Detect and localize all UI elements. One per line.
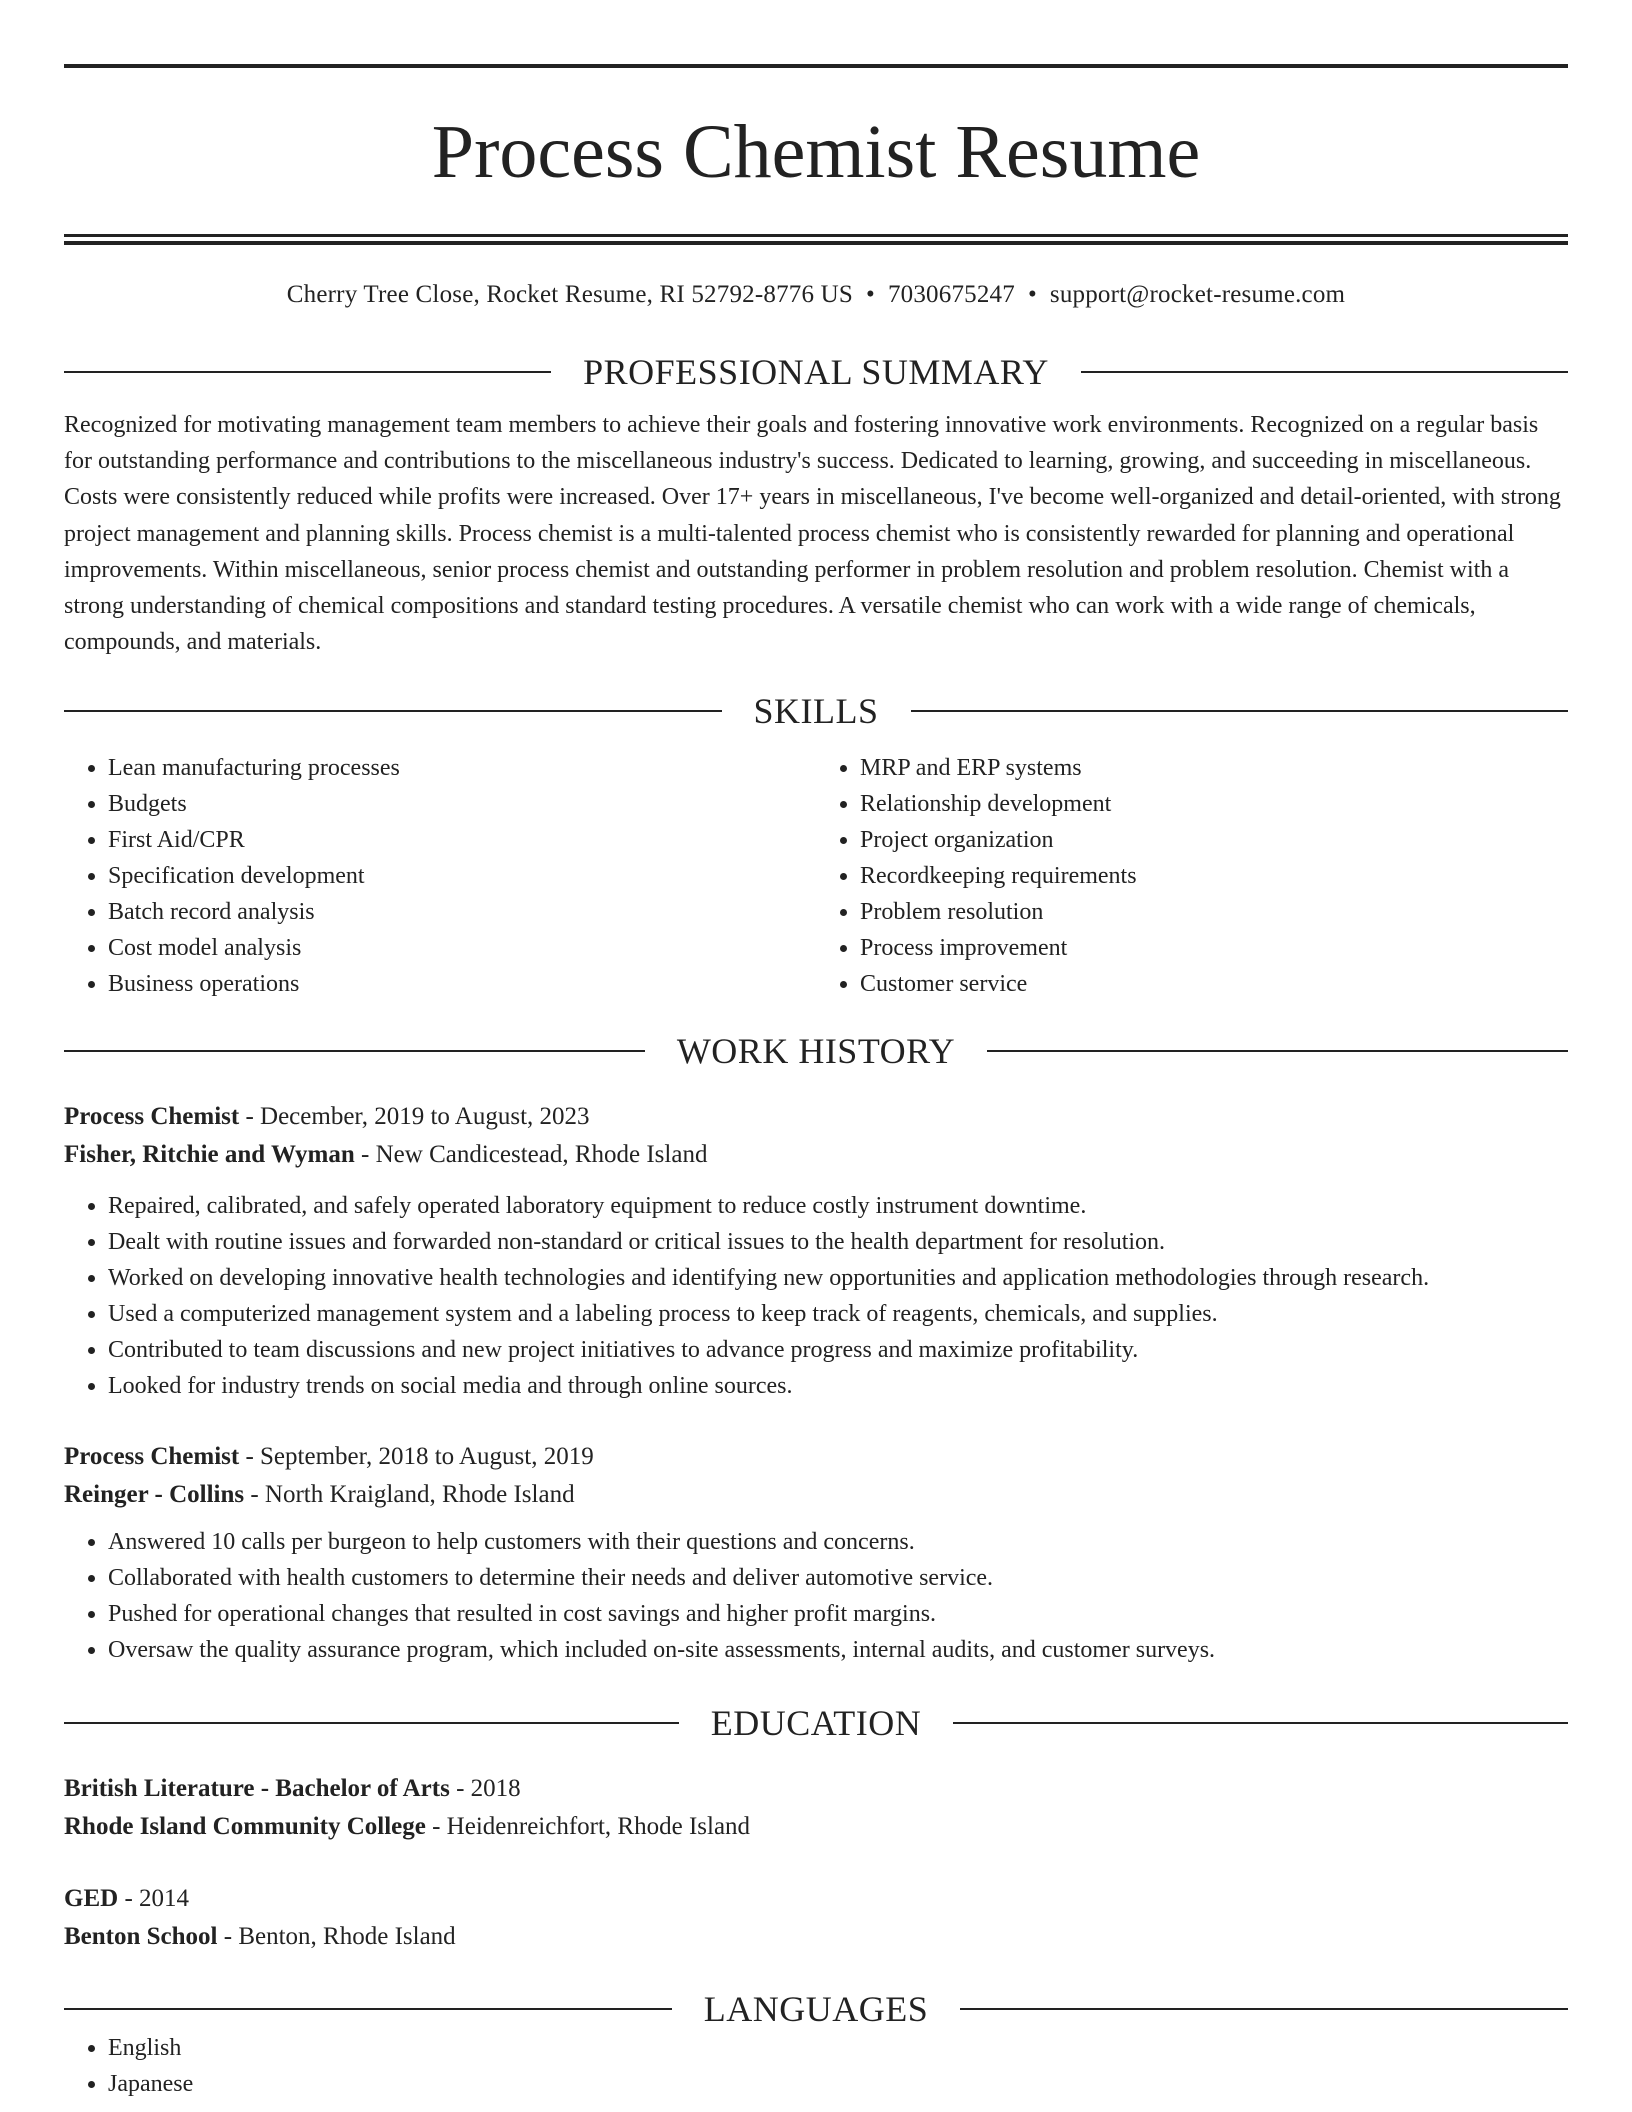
section-header-education	[64, 1702, 1568, 1744]
job-company: Reinger - Collins	[64, 1481, 245, 1509]
contact-separator: •	[866, 281, 875, 308]
school: Benton School	[64, 1923, 218, 1951]
section-title-skills: SKILLS	[753, 691, 879, 732]
education-entry	[64, 1770, 1568, 1846]
list-item: • Problem resolution	[860, 894, 1568, 930]
list-item: • Japanese	[108, 2066, 1568, 2102]
languages-list	[64, 2030, 1568, 2102]
school-location: Heidenreichfort, Rhode Island	[446, 1813, 751, 1841]
list-item: • Worked on developing innovative health technologies and identifying new opportunities and application methodologies through research.	[108, 1260, 1568, 1296]
divider	[953, 1722, 1568, 1724]
job-location: North Kraigland, Rhode Island	[264, 1481, 575, 1509]
skills-column-left	[64, 750, 816, 1002]
dash: -	[449, 1775, 471, 1803]
list-item: • Process improvement	[860, 930, 1568, 966]
dash: -	[217, 1923, 239, 1951]
list-item: • Relationship development	[860, 786, 1568, 822]
list-item: • English	[108, 2030, 1568, 2066]
list-item: • Answered 10 calls per burgeon to help customers with their questions and concerns.	[108, 1524, 1568, 1560]
list-item: • Customer service	[860, 966, 1568, 1002]
list-item: • Cost model analysis	[108, 930, 816, 966]
job-location: New Candicestead, Rhode Island	[375, 1141, 708, 1169]
list-item: • MRP and ERP systems	[860, 750, 1568, 786]
divider	[64, 1722, 679, 1724]
divider	[64, 710, 722, 712]
job-company-line	[64, 1136, 1568, 1174]
list-item: • Business operations	[108, 966, 816, 1002]
degree-line	[64, 1880, 1568, 1918]
job-entry	[64, 1098, 1568, 1404]
summary-text: Recognized for motivating management team members to achieve their goals and fostering innovative work environments. Recognized on a regular basis for outstanding performance and contributions to the miscellaneous industry's success. Dedicated to learning, growing, and succeeding in miscellaneous. Costs were consistently reduced while profits were increased. Over 17+ years in miscellaneous, I've become well-organized and detail-oriented, with strong project management and planning skills. Process chemist is a multi-talented process chemist who is consistently rewarded for planning and operational improvements. Within miscellaneous, senior process chemist and outstanding performer in problem resolution and problem resolution. Chemist with a strong understanding of chemical compositions and standard testing procedures. A versatile chemist who can work with a wide range of chemicals, compounds, and materials.	[64, 412, 1561, 656]
divider	[64, 371, 551, 373]
top-rule	[64, 64, 1568, 68]
dash: -	[239, 1443, 261, 1471]
list-item: • Contributed to team discussions and new project initiatives to advance progress and maximize profitability.	[108, 1332, 1568, 1368]
divider	[960, 2008, 1568, 2010]
list-item: • Collaborated with health customers to determine their needs and deliver automotive service.	[108, 1560, 1568, 1596]
job-bullets	[64, 1524, 1568, 1668]
page-title: Process Chemist Resume	[431, 110, 1201, 194]
list-item: • Specification development	[108, 858, 816, 894]
section-title-languages: LANGUAGES	[703, 1989, 929, 2030]
list-item: • Repaired, calibrated, and safely operated laboratory equipment to reduce costly instrument downtime.	[108, 1188, 1568, 1224]
job-dates: December, 2019 to August, 2023	[260, 1103, 590, 1131]
resume-page	[64, 64, 1568, 2102]
contact-phone: 7030675247	[887, 281, 1015, 308]
job-title-line	[64, 1438, 1568, 1476]
degree-line	[64, 1770, 1568, 1808]
list-item: • First Aid/CPR	[108, 822, 816, 858]
divider	[64, 2008, 672, 2010]
skills-list	[64, 750, 1568, 1002]
degree-year: 2018	[470, 1775, 521, 1803]
section-title-summary: PROFESSIONAL SUMMARY	[583, 352, 1049, 392]
school-line	[64, 1808, 1568, 1846]
dash: -	[239, 1103, 261, 1131]
contact-separator: •	[1027, 281, 1037, 308]
list-item: • Budgets	[108, 786, 816, 822]
education-entry	[64, 1880, 1568, 1956]
school-line	[64, 1918, 1568, 1956]
job-company: Fisher, Ritchie and Wyman	[64, 1141, 355, 1169]
section-title-work: WORK HISTORY	[676, 1031, 956, 1072]
job-title: Process Chemist	[64, 1103, 240, 1131]
dash: -	[244, 1481, 265, 1509]
dash: -	[425, 1813, 447, 1841]
section-header-languages	[64, 1988, 1568, 2030]
list-item: • Looked for industry trends on social media and through online sources.	[108, 1368, 1568, 1404]
list-item: • Used a computerized management system and a labeling process to keep track of reagents, chemicals, and supplies.	[108, 1296, 1568, 1332]
list-item: • Pushed for operational changes that resulted in cost savings and higher profit margins.	[108, 1596, 1568, 1632]
job-title: Process Chemist	[64, 1443, 240, 1471]
list-item: • Recordkeeping requirements	[860, 858, 1568, 894]
degree-year: 2014	[139, 1885, 190, 1913]
school: Rhode Island Community College	[64, 1813, 426, 1841]
divider	[64, 1050, 645, 1052]
contact-address: Cherry Tree Close, Rocket Resume, RI 52792-8776 US	[286, 281, 853, 308]
dash: -	[118, 1885, 140, 1913]
job-title-line	[64, 1098, 1568, 1136]
job-entry	[64, 1438, 1568, 1668]
divider	[987, 1050, 1568, 1052]
list-item: • Oversaw the quality assurance program, which included on-site assessments, internal audits, and customer surveys.	[108, 1632, 1568, 1668]
list-item: • Dealt with routine issues and forwarded non-standard or critical issues to the health department for resolution.	[108, 1224, 1568, 1260]
school-location: Benton, Rhode Island	[238, 1923, 456, 1951]
dash: -	[354, 1141, 376, 1169]
skills-column-right	[816, 750, 1568, 1002]
divider	[1081, 371, 1568, 373]
section-header-skills	[64, 690, 1568, 732]
section-title-education: EDUCATION	[710, 1703, 922, 1744]
job-dates: September, 2018 to August, 2019	[260, 1443, 594, 1471]
list-item: • Project organization	[860, 822, 1568, 858]
section-header-work	[64, 1030, 1568, 1072]
degree: GED	[64, 1885, 119, 1913]
divider	[911, 710, 1569, 712]
contact-email: support@rocket-resume.com	[1049, 281, 1346, 308]
degree: British Literature - Bachelor of Arts	[64, 1775, 450, 1803]
list-item: • Batch record analysis	[108, 894, 816, 930]
list-item: • Lean manufacturing processes	[108, 750, 816, 786]
job-company-line	[64, 1476, 1568, 1514]
contact-line	[64, 281, 1568, 309]
job-bullets	[64, 1188, 1568, 1404]
section-header-summary	[64, 351, 1568, 393]
title-double-rule	[64, 234, 1568, 245]
